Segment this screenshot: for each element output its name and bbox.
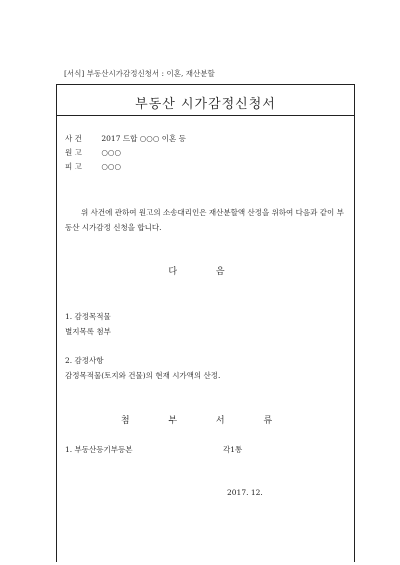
document-sheet <box>56 84 355 562</box>
party-row-plaintiff <box>65 147 121 158</box>
attachments-heading: 첨 부 서 류 <box>120 416 291 426</box>
party-label: 피 고 <box>65 162 82 171</box>
section2-content: 감정목적물(토지와 건물)의 현재 시가액의 산정. <box>65 371 221 380</box>
party-label: 사 건 <box>65 134 82 143</box>
document-date: 2017. 12. <box>227 488 263 497</box>
document-title: 부동산 시가감정신청서 <box>135 97 276 112</box>
party-row-case <box>65 133 186 144</box>
section2-title: 2. 감정사항 <box>65 356 104 365</box>
section1-title: 1. 감정목적물 <box>65 312 111 321</box>
party-value: ○○○ <box>101 162 122 171</box>
party-value: 2017 드합 ○○○ 이혼 등 <box>101 134 186 143</box>
attachment-name: 1. 부동산등기부등본 <box>65 445 133 454</box>
form-caption: [서식] 부동산시가감정신청서 : 이혼, 재산분할 <box>64 69 215 78</box>
attachment-qty: 각1통 <box>223 445 243 454</box>
section1-content: 별지목록 첨부 <box>65 327 111 336</box>
party-row-defendant <box>65 161 121 172</box>
party-label: 원 고 <box>65 148 82 157</box>
heading-next: 다 음 <box>168 267 243 277</box>
title-divider <box>57 115 354 116</box>
request-body: 위 사건에 관하여 원고의 소송대리인은 재산분할액 산정을 위하여 다음과 같이 부동산 시가감정 신청을 합니다. <box>65 208 344 232</box>
party-value: ○○○ <box>101 148 122 157</box>
